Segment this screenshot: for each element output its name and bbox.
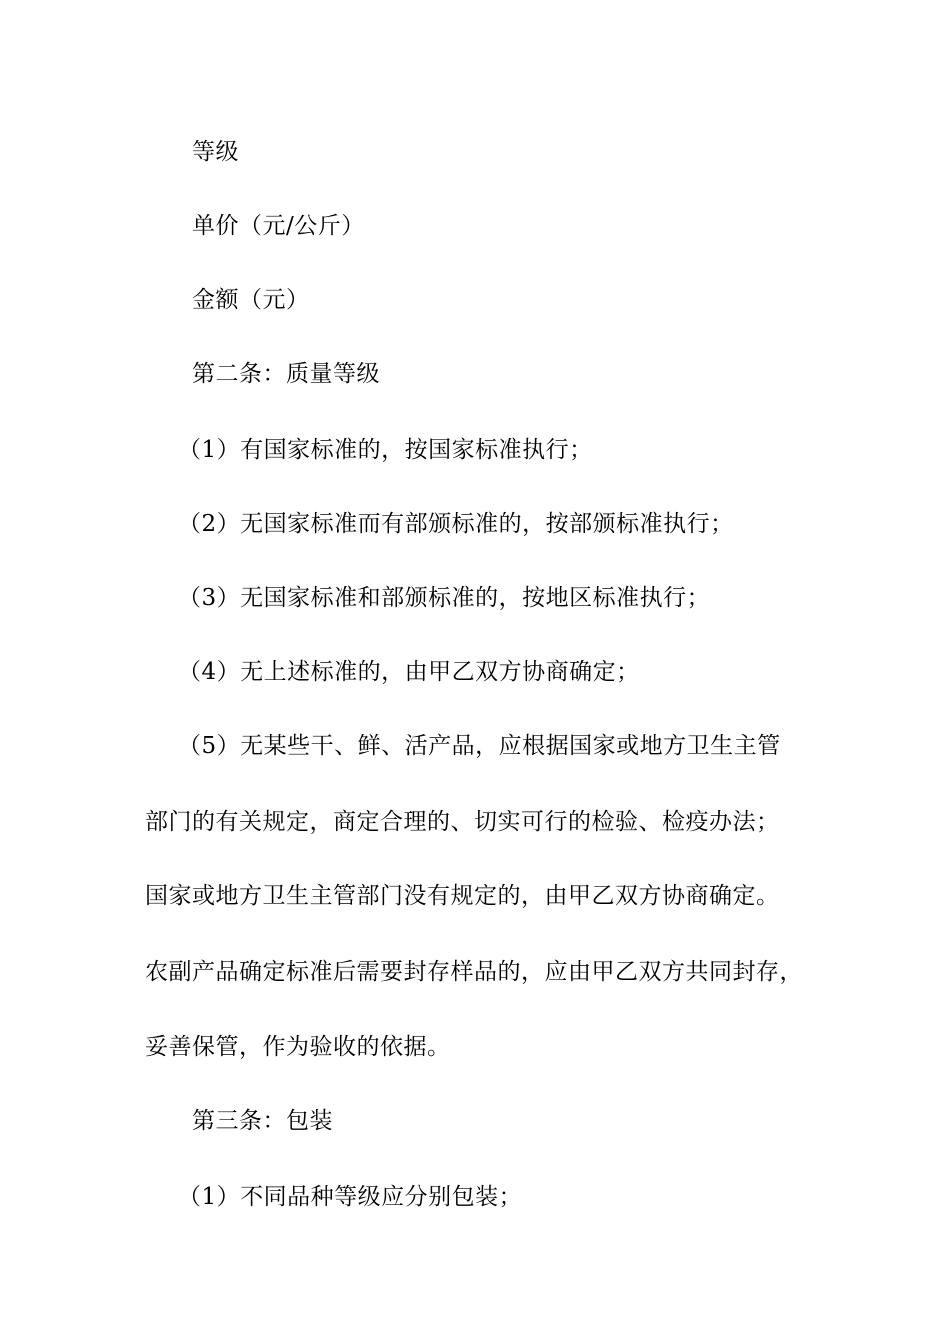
clause-3-1: （1）不同品种等级应分别包装； (178, 1184, 523, 1210)
article-3-heading: 第三条：包装 (192, 1108, 333, 1134)
paragraph-line: 妥善保管，作为验收的依据。 (145, 1034, 451, 1060)
paragraph-line: 部门的有关规定，商定合理的、切实可行的检验、检疫办法； (145, 809, 780, 835)
clause-2-5: （5）无某些干、鲜、活产品，应根据国家或地方卫生主管 (178, 733, 781, 759)
clause-2-4: （4）无上述标准的，由甲乙双方协商确定； (178, 659, 640, 685)
clause-2-1: （1）有国家标准的，按国家标准执行； (178, 437, 593, 463)
clause-2-2: （2）无国家标准而有部颁标准的，按部颁标准执行； (178, 511, 734, 537)
paragraph-line: 农副产品确定标准后需要封存样品的，应由甲乙双方共同封存， (145, 959, 803, 985)
item-amount: 金额（元） (192, 287, 310, 313)
paragraph-line: 国家或地方卫生主管部门没有规定的，由甲乙双方协商确定。 (145, 883, 780, 909)
item-grade: 等级 (192, 139, 239, 165)
clause-2-3: （3）无国家标准和部颁标准的，按地区标准执行； (178, 585, 711, 611)
article-2-heading: 第二条：质量等级 (192, 361, 380, 387)
item-unit-price: 单价（元/公斤） (192, 213, 365, 239)
